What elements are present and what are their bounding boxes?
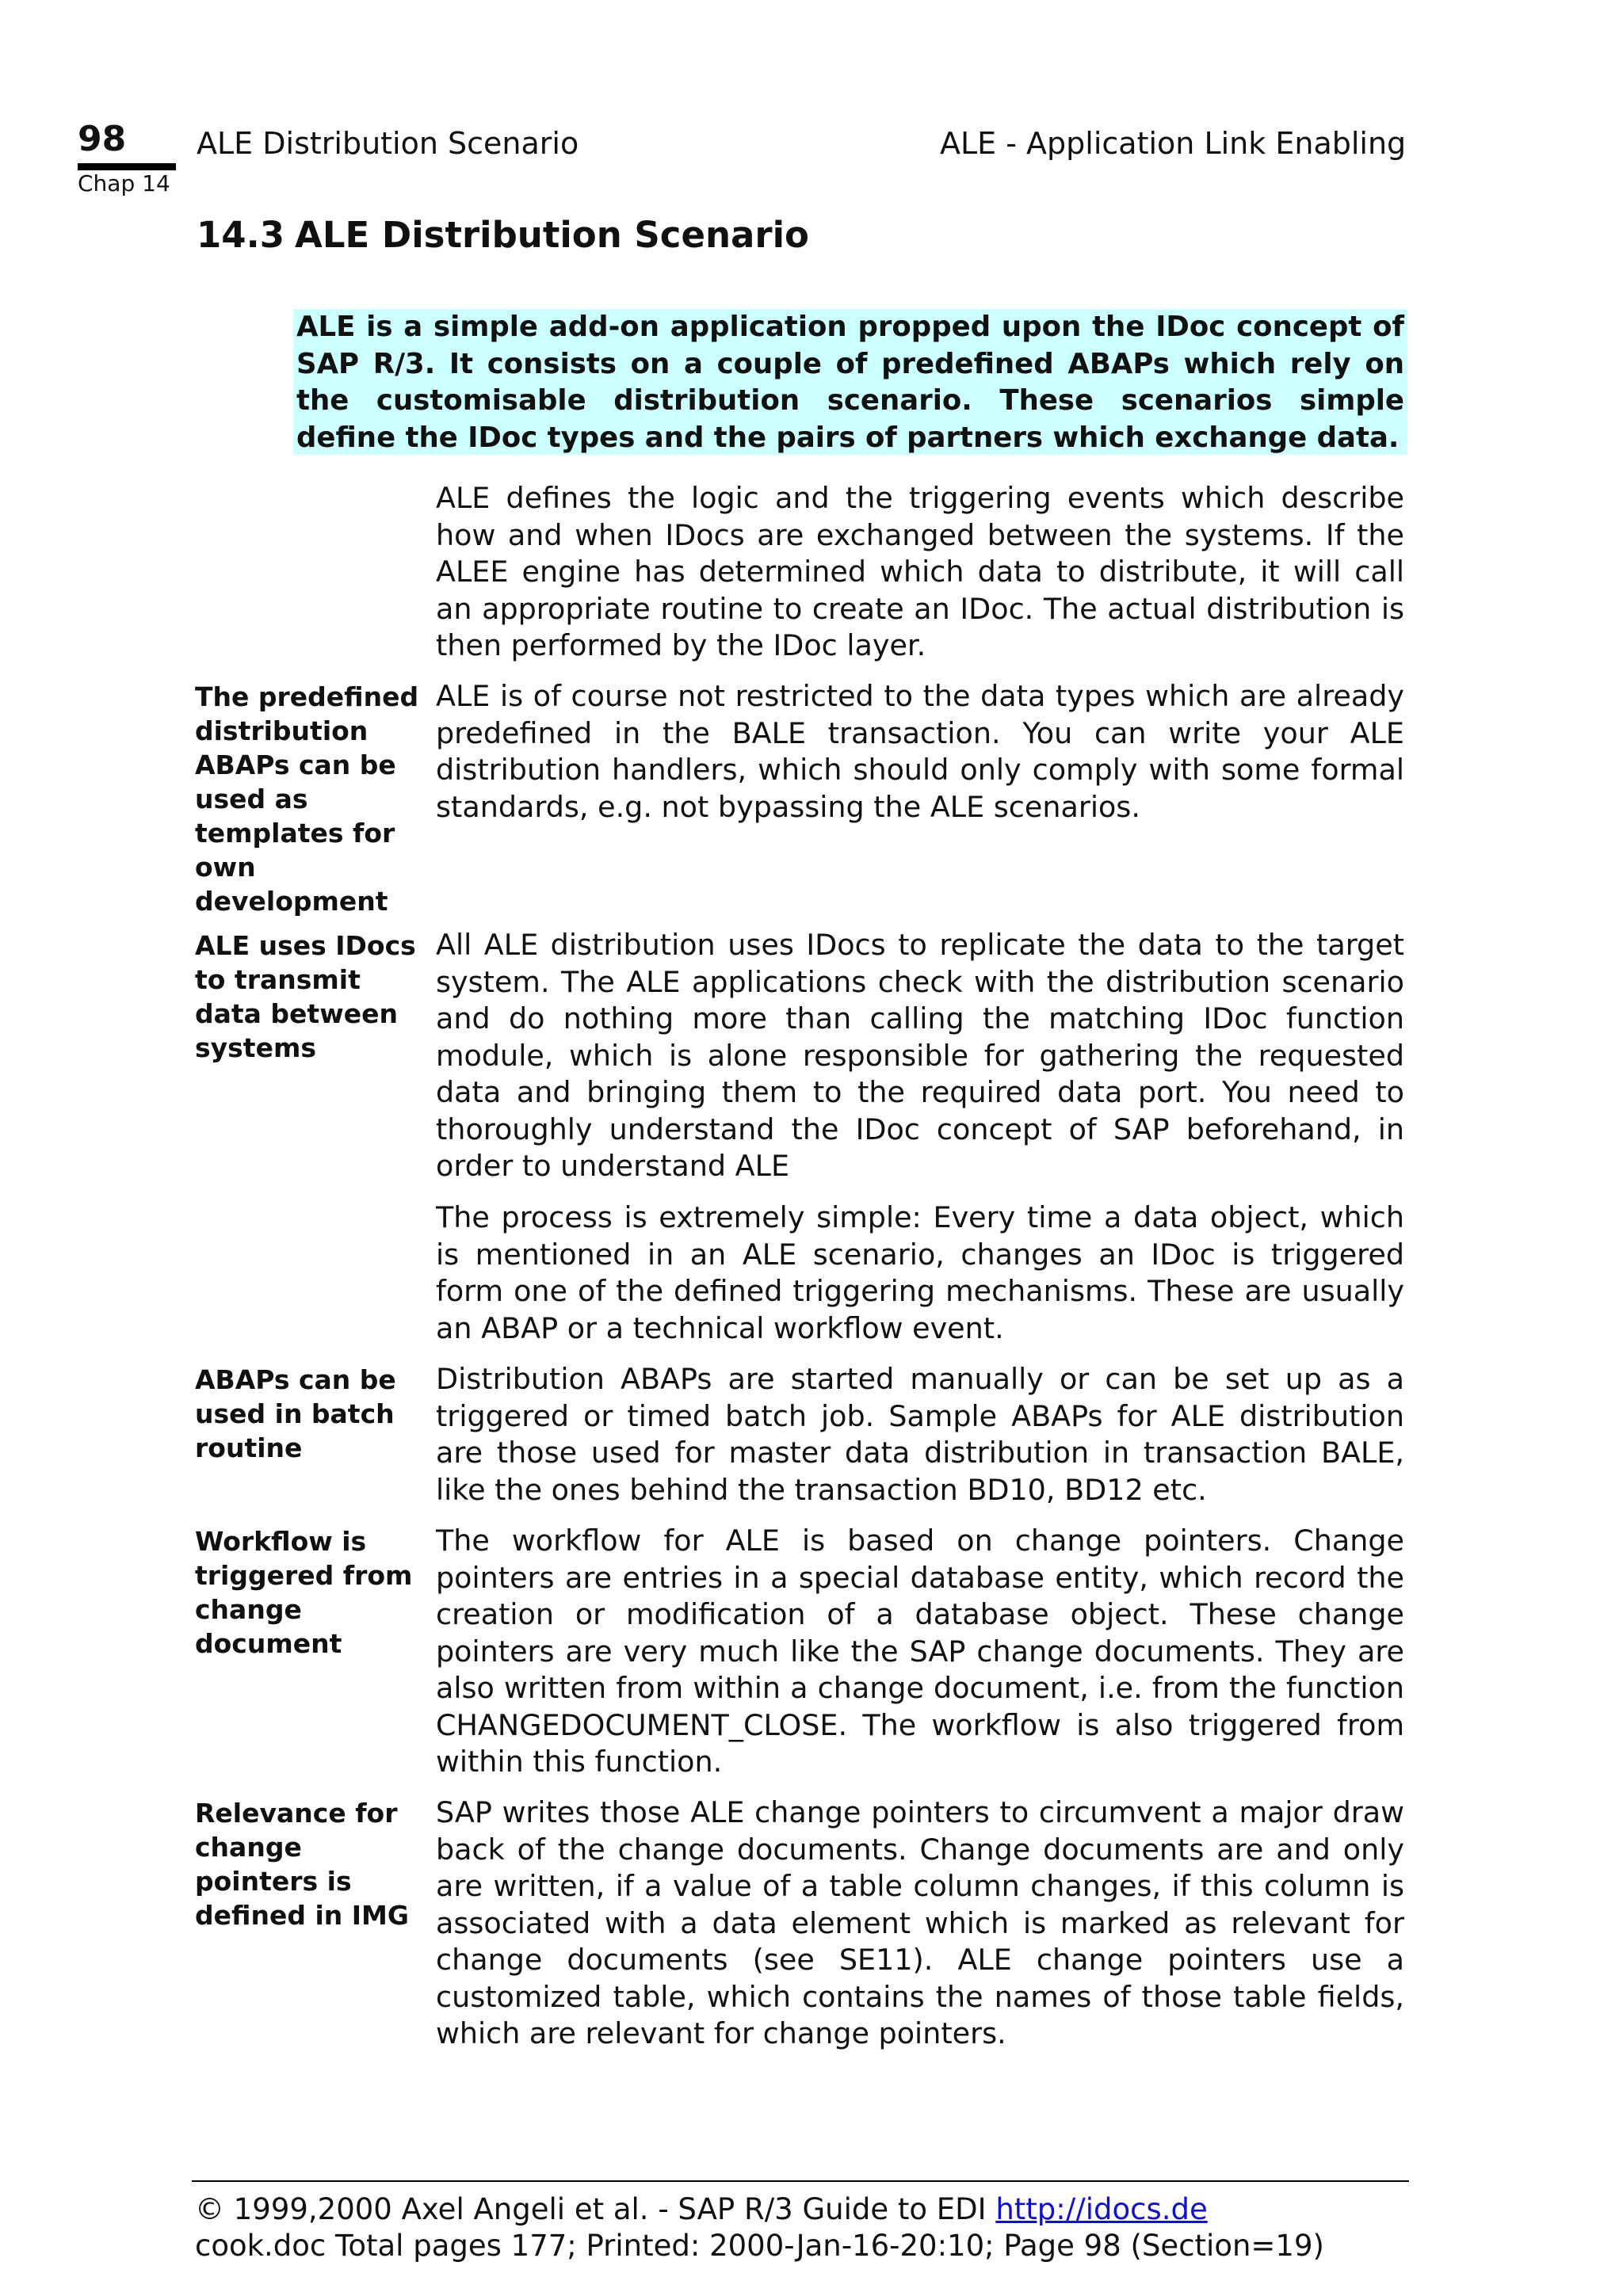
section-title: ALE Distribution Scenario bbox=[295, 214, 809, 256]
margin-note-workflow: Workflow is triggered from change document bbox=[195, 1526, 413, 1659]
section-number: 14.3 bbox=[197, 214, 285, 256]
footer-print-info: cook.doc Total pages 177; Printed: 2000-Jan-16-20:10; Page 98 (Section=19) bbox=[195, 2229, 1324, 2263]
running-header-right: ALE - Application Link Enabling bbox=[940, 126, 1407, 161]
abstract-box: ALE is a simple add-on application propped upon the IDoc concept of SAP R/3. It consists on a couple of predefined ABAPs which rely on the customisable distribution scenario. These scenarios simple define the IDoc types and the pairs of partners which exchange data. bbox=[293, 309, 1407, 455]
footer-copyright-line bbox=[195, 2191, 1407, 2228]
paragraph-1: ALE defines the logic and the triggering events which describe how and when IDocs are exchanged between the systems. If the ALEE engine has determined which data to distribute, it will call an appropriate routine to create an IDoc. The actual distribution is then performed by the IDoc layer. bbox=[436, 481, 1404, 662]
margin-note-templates: The predefined distribution ABAPs can be used as templates for own development bbox=[195, 681, 419, 917]
page-number-underline bbox=[78, 163, 176, 170]
paragraph-7: SAP writes those ALE change pointers to circumvent a major draw back of the change documents. Change documents are and only are written, if a value of a table column changes, if this column is associated with a data element which is marked as relevant for change documents (see SE11). ALE change pointers use a customized table, which contains the names of those table fields, which are relevant for change pointers. bbox=[436, 1795, 1404, 2050]
section-heading bbox=[197, 215, 809, 255]
page-number: 98 bbox=[78, 119, 127, 159]
footer-link[interactable]: http://idocs.de bbox=[995, 2192, 1208, 2226]
chapter-label: Chap 14 bbox=[78, 170, 170, 196]
margin-note-idocs: ALE uses IDocs to transmit data between systems bbox=[195, 930, 416, 1063]
paragraph-6: The workflow for ALE is based on change pointers. Change pointers are entries in a special database entity, which record the creation or modification of a database object. These change pointers are very much like the SAP change documents. They are also written from within a change document, i.e. from the function CHANGEDOCUMENT_CLOSE. The workflow is also triggered from within this function. bbox=[436, 1524, 1404, 1779]
paragraph-5: Distribution ABAPs are started manually or can be set up as a triggered or timed batch job. Sample ABAPs for ALE distribution are those used for master data distribution in transaction BALE, like the ones behind the transaction BD10, BD12 etc. bbox=[436, 1362, 1404, 1507]
paragraph-4: The process is extremely simple: Every time a data object, which is mentioned in an ALE scenario, changes an IDoc is triggered form one of the defined triggering mechanisms. These are usually an ABAP or a technical workflow event. bbox=[436, 1200, 1404, 1345]
paragraph-3: All ALE distribution uses IDocs to replicate the data to the target system. The ALE applications check with the distribution scenario and do nothing more than calling the matching IDoc function module, which is alone responsible for gathering the requested data and bringing them to the required data port. You need to thoroughly understand the IDoc concept of SAP beforehand, in order to understand ALE bbox=[436, 928, 1404, 1183]
margin-note-batch: ABAPs can be used in batch routine bbox=[195, 1364, 396, 1463]
footer-rule bbox=[192, 2180, 1409, 2182]
running-header-left: ALE Distribution Scenario bbox=[197, 126, 579, 161]
margin-note-relevance: Relevance for change pointers is defined in IMG bbox=[195, 1798, 409, 1931]
paragraph-2: ALE is of course not restricted to the data types which are already predefined in the BALE transaction. You can write your ALE distribution handlers, which should only comply with some formal standards, e.g. not bypassing the ALE scenarios. bbox=[436, 679, 1404, 824]
footer-copyright: © 1999,2000 Axel Angeli et al. - SAP R/3 Guide to EDI bbox=[195, 2192, 987, 2226]
